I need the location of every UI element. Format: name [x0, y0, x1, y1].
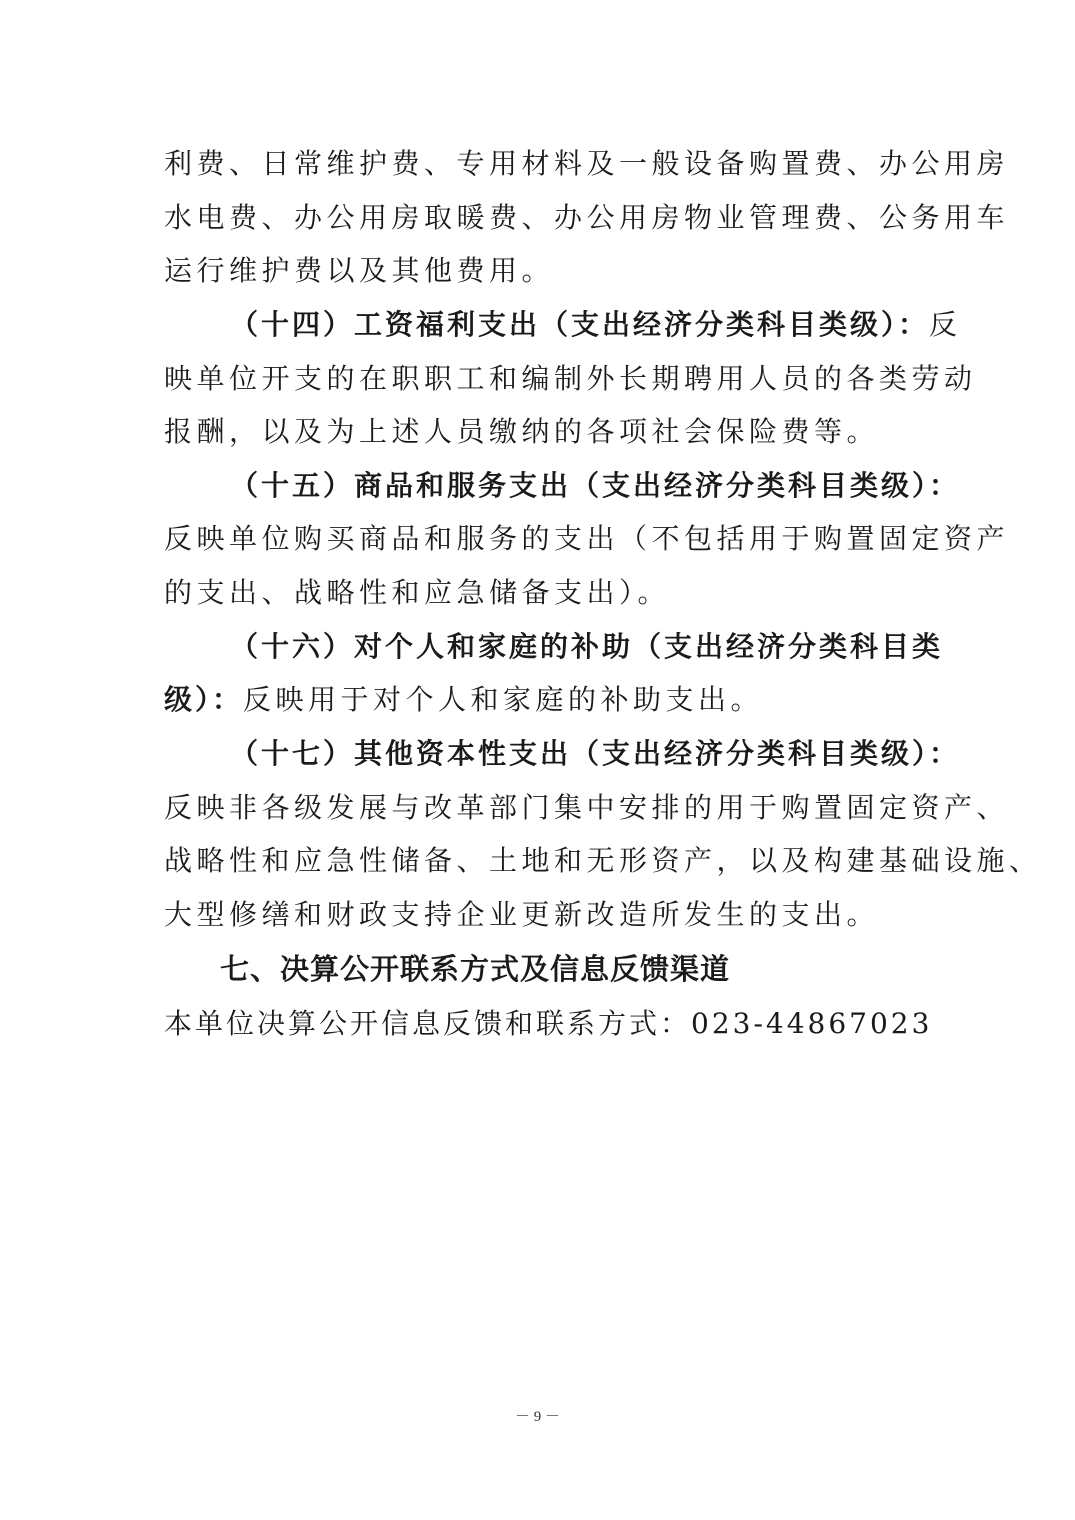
contact-line: 本单位决算公开信息反馈和联系方式：023-44867023: [164, 1007, 933, 1040]
item-16-second-line: [164, 682, 763, 718]
paragraph-line: 利费、日常维护费、专用材料及一般设备购置费、办公用房: [164, 147, 1010, 180]
item-16-heading-cont: 级）：: [164, 683, 244, 716]
page-number: － 9 －: [514, 1409, 560, 1425]
paragraph-line: 映单位开支的在职职工和编制外长期聘用人员的各类劳动: [164, 362, 977, 395]
paragraph-line: 运行维护费以及其他费用。: [164, 254, 555, 287]
item-15-heading: （十五）商品和服务支出（支出经济分类科目类级）：: [230, 469, 961, 502]
paragraph-line: 报酬，以及为上述人员缴纳的各项社会保险费等。: [164, 415, 880, 448]
item-14-text-start: 反: [929, 308, 962, 341]
paragraph-line: 大型修缮和财政支持企业更新改造所发生的支出。: [164, 898, 880, 931]
item-16-text: 反映用于对个人和家庭的补助支出。: [243, 683, 764, 716]
item-14-heading: （十四）工资福利支出（支出经济分类科目类级）：: [230, 308, 930, 341]
paragraph-line: 的支出、战略性和应急储备支出）。: [164, 576, 671, 609]
section-7-heading: 七、决算公开联系方式及信息反馈渠道: [220, 952, 731, 986]
paragraph-line: 反映单位购买商品和服务的支出（不包括用于购置固定资产: [164, 522, 1010, 555]
item-17-heading: （十七）其他资本性支出（支出经济分类科目类级）：: [230, 737, 961, 770]
paragraph-line: 反映非各级发展与改革部门集中安排的用于购置固定资产、: [164, 791, 1010, 824]
item-14-first-line: [230, 307, 962, 343]
paragraph-line: 水电费、办公用房取暖费、办公用房物业管理费、公务用车: [164, 201, 1010, 234]
paragraph-line: 战略性和应急性储备、土地和无形资产，以及构建基础设施、: [164, 844, 1042, 877]
item-16-heading: （十六）对个人和家庭的补助（支出经济分类科目类: [230, 630, 944, 663]
